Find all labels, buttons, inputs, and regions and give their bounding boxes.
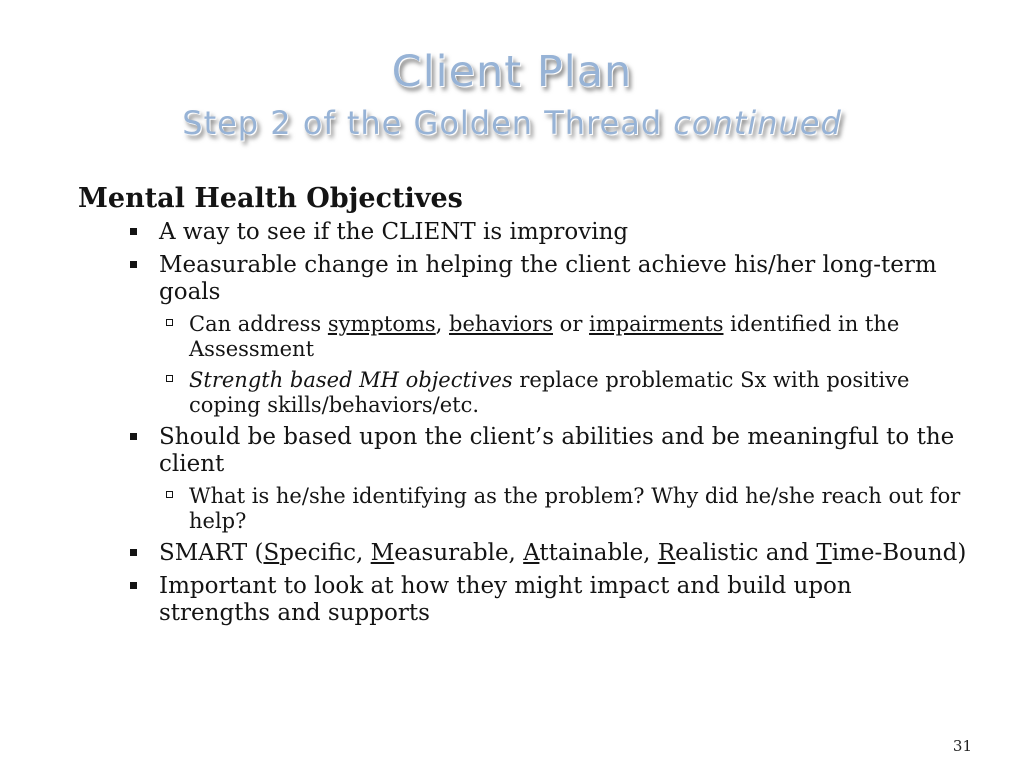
sub-bullet-item-2-1 [78,312,968,362]
smart-time-bound: ime-Bound) [831,540,967,566]
sub-bullet-text-3-1: What is he/she identifying as the problem? Why did he/she reach out for help? [189,484,961,533]
hollow-square-bullet-icon [166,319,173,326]
hollow-square-bullet-icon [166,375,173,382]
smart-letter-r: R [657,540,676,566]
square-bullet-icon [130,433,137,440]
smart-letter-t: T [816,540,832,566]
sub-bullet-2-1-prefix: Can address [189,312,328,336]
smart-letter-s: S [263,540,280,566]
bullet-text-1: A way to see if the CLIENT is improving [159,219,629,245]
sub-bullet-2-2-italic: Strength based MH objectives [189,368,513,392]
subtitle-text: Step 2 of the Golden Thread [182,104,663,142]
square-bullet-icon [130,549,137,556]
bullet-item-2 [78,252,968,306]
subtitle-emphasis: continued [673,104,842,142]
square-bullet-icon [130,261,137,268]
bullet-text-5: Important to look at how they might impact and build upon strengths and supports [159,573,852,626]
underlined-term-impairments: impairments [589,312,724,336]
smart-specific: pecific, [279,540,371,566]
smart-open: SMART ( [159,540,264,566]
bullet-text-3: Should be based upon the client’s abilities and be meaningful to the client [159,424,955,477]
smart-measurable: easurable, [394,540,524,566]
section-heading: Mental Health Objectives [78,183,463,214]
smart-letter-m: M [370,540,395,566]
bullet-item-3 [78,424,968,478]
slide-number: 31 [952,737,972,755]
smart-attainable: ttainable, [539,540,658,566]
square-bullet-icon [130,582,137,589]
slide-body [78,182,968,633]
sub-bullet-2-1-sep2: or [553,312,590,336]
sub-bullet-2-1-suffix: identified in the Assessment [189,312,900,361]
underlined-term-behaviors: behaviors [449,312,553,336]
sub-bullet-2-2-rest: replace problematic Sx with positive coping skills/behaviors/etc. [189,368,910,417]
hollow-square-bullet-icon [166,491,173,498]
sub-bullet-item-2-2 [78,368,968,418]
bullet-item-5 [78,573,968,627]
slide-title: Client Plan [391,47,633,97]
bullet-item-1 [78,219,968,246]
underlined-term-symptoms: symptoms [327,312,436,336]
sub-bullet-item-3-1 [78,484,968,534]
slide-subtitle [0,102,1024,144]
smart-letter-a: A [523,540,540,566]
bullet-item-4 [78,540,968,567]
sub-bullet-2-1-sep1: , [435,312,450,336]
title-block [0,44,1024,144]
bullet-text-2: Measurable change in helping the client achieve his/her long-term goals [159,252,937,305]
square-bullet-icon [130,228,137,235]
smart-realistic: ealistic and [675,540,817,566]
